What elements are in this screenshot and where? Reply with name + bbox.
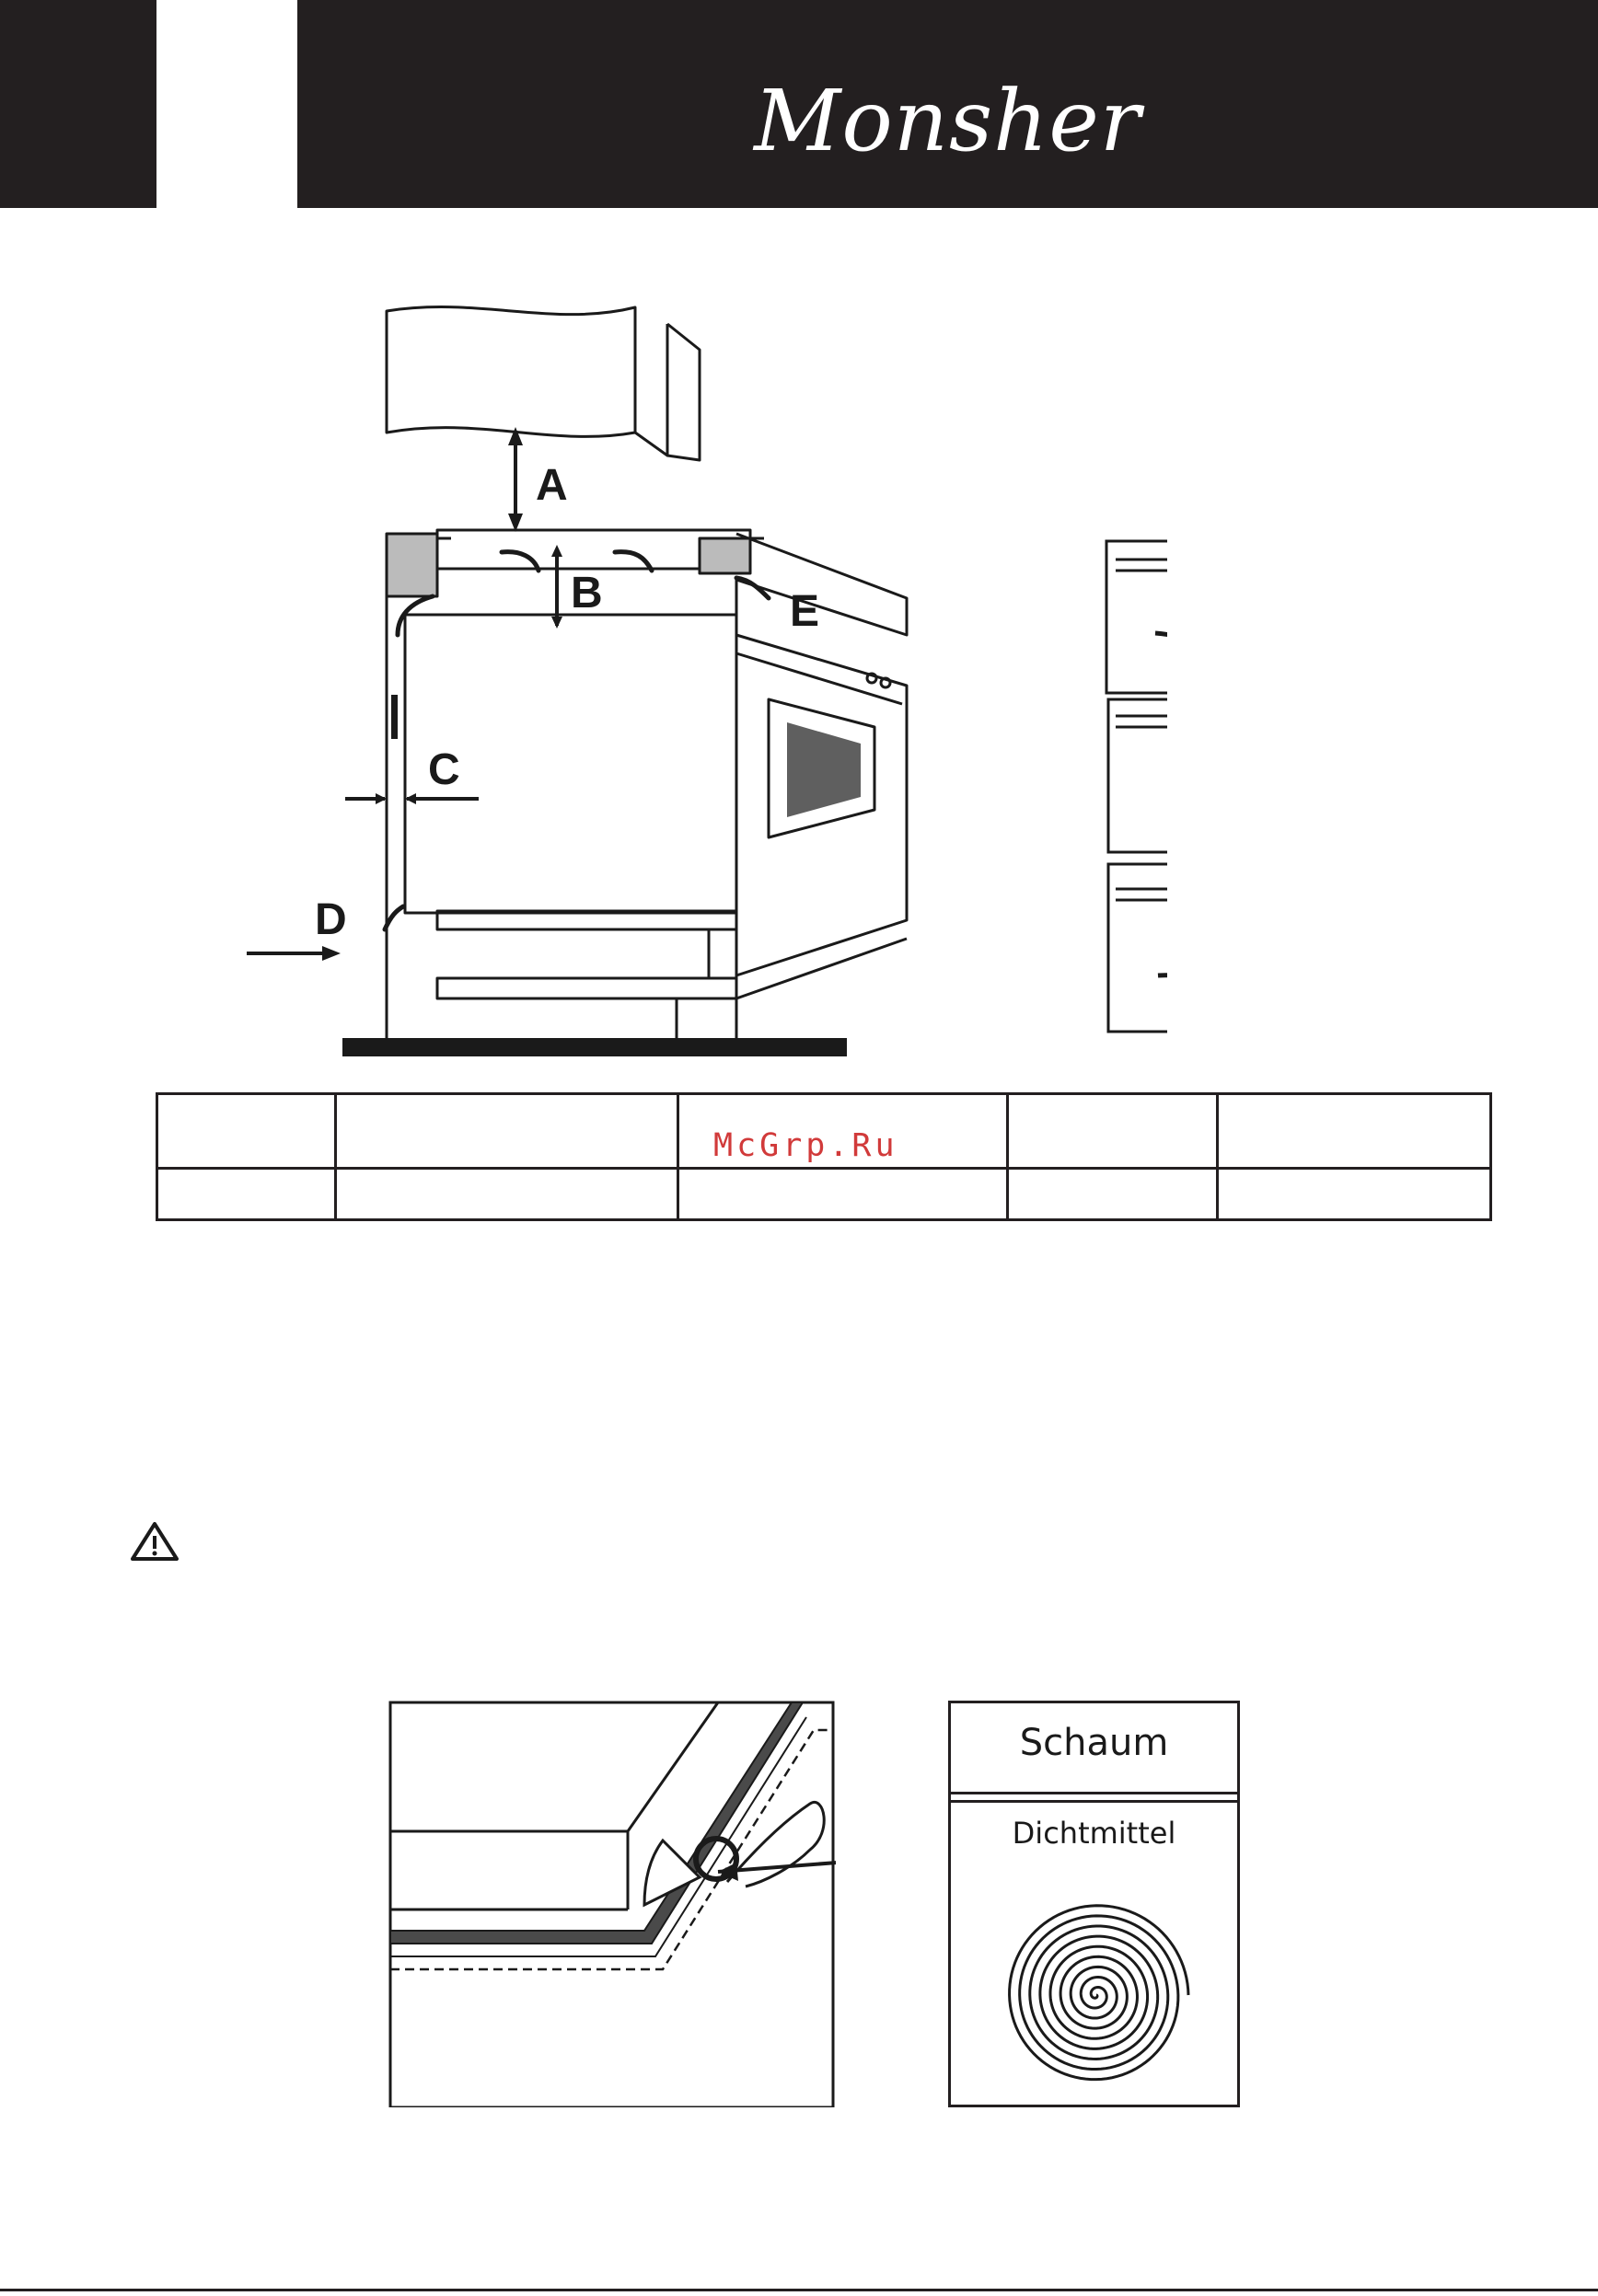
detail-panel-2 bbox=[1108, 699, 1167, 852]
header-left-block bbox=[0, 0, 156, 208]
detail-panel-3 bbox=[1108, 864, 1167, 1032]
warning-triangle-icon bbox=[129, 1520, 180, 1563]
floor bbox=[342, 1038, 847, 1056]
header-bar bbox=[297, 0, 1598, 208]
installation-clearance-diagram bbox=[237, 294, 1167, 1067]
foam-label: Schaum bbox=[1019, 1722, 1169, 1764]
sealant-spiral-icon bbox=[1000, 1898, 1193, 2092]
table-row bbox=[157, 1169, 1491, 1220]
brand-logo: Monsher bbox=[754, 72, 1141, 170]
divider bbox=[951, 1792, 1237, 1803]
foam-sealant-legend bbox=[948, 1701, 1240, 2107]
label-d: D bbox=[315, 895, 347, 944]
table-cell bbox=[678, 1169, 1008, 1220]
table-cell bbox=[336, 1169, 678, 1220]
label-a: A bbox=[536, 461, 568, 510]
wall-cabinet bbox=[387, 307, 635, 437]
table-cell bbox=[1008, 1094, 1218, 1169]
table-cell bbox=[1218, 1094, 1491, 1169]
label-e: E bbox=[790, 587, 820, 636]
page-bottom-rule bbox=[0, 2289, 1598, 2291]
detail-panel-1 bbox=[1106, 541, 1167, 693]
table-cell bbox=[1008, 1169, 1218, 1220]
watermark: McGrp.Ru bbox=[713, 1127, 898, 1164]
table-cell bbox=[1218, 1169, 1491, 1220]
label-b: B bbox=[571, 569, 603, 617]
label-c: C bbox=[428, 745, 460, 794]
table-cell bbox=[157, 1094, 336, 1169]
table-cell bbox=[336, 1094, 678, 1169]
sealant-label: Dichtmittel bbox=[1012, 1816, 1176, 1851]
sealant-application-diagram bbox=[388, 1701, 836, 2107]
table-cell bbox=[157, 1169, 336, 1220]
